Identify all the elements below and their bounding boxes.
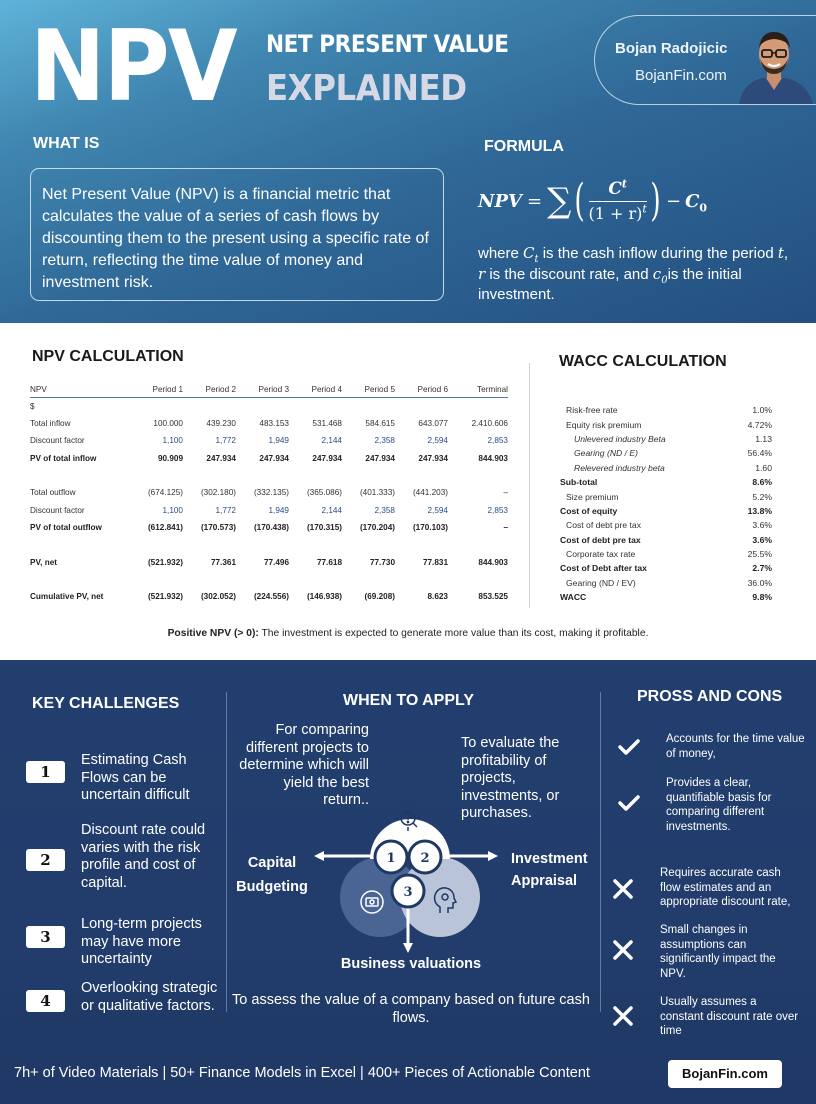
desc-c0 — [652, 265, 668, 286]
author-card — [594, 15, 816, 105]
row-label: PV, net — [30, 557, 58, 567]
cell-value: (170.438) — [253, 523, 289, 533]
subtitle-line-1: NET PRESENT VALUE — [266, 30, 509, 58]
desc-ct — [523, 244, 539, 265]
cell-value: 1,772 — [215, 436, 236, 446]
challenge-number-badge: 2 — [26, 849, 65, 871]
con-text: Small changes in assumptions can significantly impact the NPV. — [660, 924, 776, 980]
table-row — [30, 588, 508, 606]
cell-value: 247.934 — [259, 453, 289, 463]
author-site: BojanFin.com — [635, 67, 727, 84]
wacc-value: 1.0% — [752, 405, 772, 416]
wacc-calc-heading: WACC CALCULATION — [559, 353, 727, 370]
desc-part: is the discount rate, and — [485, 266, 653, 283]
cell-value: 247.934 — [312, 453, 342, 463]
desc-part: is the initial investment. — [478, 266, 742, 303]
formula-denominator-sup: t — [642, 202, 647, 216]
desc-part: , — [783, 245, 789, 262]
cell-value: 1,100 — [162, 436, 183, 446]
cell-value: 2,594 — [427, 505, 448, 515]
cell-value: 2,144 — [321, 505, 342, 515]
column-divider — [529, 363, 530, 608]
wacc-value: 1.13 — [755, 433, 772, 444]
pro-text: Provides a clear, quantifiable basis for comparing different investments. — [666, 777, 772, 833]
wacc-row — [560, 461, 772, 475]
info-section — [0, 660, 816, 1104]
cell-value: 77.831 — [422, 557, 448, 567]
what-is-box — [30, 168, 444, 301]
wacc-label: Relevered industry beta — [574, 462, 665, 473]
what-is-text: Net Present Value (NPV) is a financial metric that calculates the value of a series of cash flows by discounting them to the present using a specific rate of return, reflecting the time value of money and investment risk. — [42, 186, 429, 291]
challenge-text: Long-term projects may have more uncertainty — [81, 916, 202, 967]
cell-value: 77.361 — [210, 557, 236, 567]
cell-value: 1,949 — [268, 436, 289, 446]
positive-npv-text: The investment is expected to generate more value than its cost, making it profitable. — [258, 628, 649, 639]
row-label: Discount factor — [30, 505, 85, 515]
cell-value: – — [503, 523, 508, 533]
wacc-label: Risk-free rate — [566, 405, 618, 416]
formula-denominator-base: (1 + r) — [588, 203, 643, 223]
business-valuations-desc: To assess the value of a company based on future cash flows. — [232, 992, 590, 1026]
when-to-apply-heading: WHEN TO APPLY — [343, 692, 474, 709]
cell-value: 531.468 — [312, 418, 342, 428]
cell-value: 2,358 — [374, 505, 395, 515]
wacc-value: 56.4% — [747, 448, 772, 459]
challenge-text: Estimating Cash Flows can be uncertain difficult — [81, 752, 190, 803]
col-header: Period 2 — [183, 382, 236, 397]
checkmark-icon — [614, 732, 644, 762]
cell-value: 77.496 — [263, 557, 289, 567]
wacc-value: 9.8% — [752, 592, 772, 603]
wacc-label: Size premium — [566, 491, 619, 502]
formula-c0 — [685, 190, 708, 215]
cell-value: (170.573) — [200, 523, 236, 533]
cell-value: – — [503, 488, 508, 498]
cell-value: (521.932) — [147, 592, 183, 602]
venn-diagram — [300, 795, 520, 955]
desc-ct-base: C — [523, 244, 535, 262]
wacc-row — [560, 446, 772, 460]
formula-fraction — [588, 176, 647, 224]
calculation-section — [0, 323, 816, 660]
cell-value: 2,594 — [427, 436, 448, 446]
col-header: Period 1 — [130, 382, 183, 397]
cell-value: (302.180) — [200, 488, 236, 498]
currency-row — [30, 397, 508, 415]
desc-part: where — [478, 245, 524, 262]
table-row — [30, 502, 508, 520]
wacc-label: Cost of Debt after tax — [560, 563, 647, 574]
table-row — [30, 554, 508, 572]
row-label: Total outflow — [30, 488, 76, 498]
formula-lhs: NPV — [478, 190, 522, 212]
pros-cons-heading: PROSS AND CONS — [637, 688, 783, 705]
wacc-row — [560, 576, 772, 590]
cross-icon — [608, 874, 638, 904]
wacc-value: 4.72% — [747, 419, 772, 430]
main-title: NPV — [30, 10, 236, 124]
formula-equals: = — [526, 190, 543, 212]
cell-value: (170.315) — [306, 523, 342, 533]
wacc-label: WACC — [560, 592, 587, 603]
cell-value: 643.077 — [418, 418, 448, 428]
wacc-row — [560, 489, 772, 503]
desc-part: is the cash inflow during the period — [538, 245, 778, 262]
challenge-number-badge: 3 — [26, 926, 65, 948]
cross-icon — [608, 1001, 638, 1031]
formula-numerator — [589, 176, 647, 202]
arrow-left-head — [314, 851, 324, 861]
npv-table — [30, 382, 508, 606]
wacc-label: Cost of debt pre tax — [560, 534, 641, 545]
cell-value: (69.208) — [364, 592, 395, 602]
wacc-row — [560, 403, 772, 417]
cell-value: (521.932) — [147, 557, 183, 567]
wacc-row — [560, 417, 772, 431]
cell-value: 844.903 — [478, 557, 508, 567]
cell-value: (674.125) — [147, 488, 183, 498]
wacc-label: Corporate tax rate — [566, 549, 636, 560]
wacc-value: 36.0% — [747, 577, 772, 588]
table-row — [30, 519, 508, 537]
wacc-row — [560, 561, 772, 575]
cell-value: 247.934 — [206, 453, 236, 463]
wacc-row — [560, 547, 772, 561]
col-header: Period 6 — [395, 382, 448, 397]
row-label: PV of total outflow — [30, 523, 102, 533]
key-challenges-heading: KEY CHALLENGES — [32, 695, 180, 712]
desc-r: r — [478, 265, 486, 283]
formula-denominator — [589, 202, 647, 224]
cell-value: (401.333) — [359, 488, 395, 498]
cell-value: 439.230 — [206, 418, 236, 428]
cell-value: (146.938) — [306, 592, 342, 602]
cell-value: (170.204) — [359, 523, 395, 533]
wacc-value: 13.8% — [747, 505, 772, 516]
pro-text: Accounts for the time value of money, — [666, 733, 805, 760]
desc-ct-sub: t — [534, 254, 539, 265]
cell-value: 90.909 — [157, 453, 183, 463]
author-name: Bojan Radojicic — [615, 40, 728, 57]
author-avatar — [733, 24, 815, 104]
cell-value: 8.623 — [427, 592, 448, 602]
wacc-table — [560, 403, 772, 604]
formula-c0-sub: 0 — [699, 201, 708, 215]
formula-left-paren: ( — [574, 175, 586, 226]
header-section — [0, 0, 816, 323]
challenge-text: Overlooking strategic or qualitative factors. — [81, 980, 218, 1014]
formula-numerator-sup: t — [621, 176, 627, 190]
currency-label: $ — [30, 401, 35, 411]
row-label: Total inflow — [30, 418, 71, 428]
cell-value: (302.052) — [200, 592, 236, 602]
cell-value: 100.000 — [153, 418, 183, 428]
formula-minus: − — [666, 190, 682, 212]
row-label: Cumulative PV, net — [30, 592, 104, 602]
circle-1-label: 1 — [386, 851, 396, 866]
col-header: NPV — [30, 382, 130, 397]
desc-c0-sub: 0 — [661, 275, 668, 286]
cell-value: 1,772 — [215, 505, 236, 515]
wacc-label: Cost of equity — [560, 505, 618, 516]
col-header: Period 5 — [342, 382, 395, 397]
checkmark-icon — [614, 788, 644, 818]
cell-value: 2,358 — [374, 436, 395, 446]
npv-formula — [478, 166, 707, 236]
arrow-right-head — [488, 851, 498, 861]
npv-calc-heading: NPV CALCULATION — [32, 348, 184, 365]
row-label: PV of total inflow — [30, 453, 97, 463]
spacer-row — [30, 537, 508, 554]
sigma-icon: ∑ — [547, 181, 572, 221]
wacc-label: Unlevered industry Beta — [574, 433, 666, 444]
cell-value: 584.615 — [365, 418, 395, 428]
cell-value: (441.203) — [412, 488, 448, 498]
desc-t: t — [777, 244, 784, 262]
cell-value: 247.934 — [418, 453, 448, 463]
wacc-value: 8.6% — [752, 477, 772, 488]
cross-icon — [608, 935, 638, 965]
spacer-row — [30, 467, 508, 484]
cell-value: 1,100 — [162, 505, 183, 515]
cell-value: 2,853 — [487, 436, 508, 446]
con-text: Requires accurate cash flow estimates and an appropriate discount rate, — [660, 867, 791, 908]
what-is-heading: WHAT IS — [33, 135, 100, 152]
cell-value: 247.934 — [365, 453, 395, 463]
wacc-label: Gearing (ND / EV) — [566, 577, 636, 588]
cell-value: 483.153 — [259, 418, 289, 428]
spacer-row — [30, 571, 508, 588]
bojanfin-link-button[interactable]: BojanFin.com — [668, 1060, 782, 1088]
npv-header-row — [30, 382, 508, 397]
row-label: Discount factor — [30, 436, 85, 446]
challenge-text: Discount rate could varies with the risk profile and cost of capital. — [81, 822, 206, 891]
cell-value: 853.525 — [478, 592, 508, 602]
table-row — [30, 432, 508, 450]
cell-value: 2,853 — [487, 505, 508, 515]
wacc-value: 3.6% — [752, 534, 772, 545]
cell-value: (332.135) — [253, 488, 289, 498]
cell-value: 2,144 — [321, 436, 342, 446]
formula-heading: FORMULA — [484, 138, 564, 155]
investment-appraisal-label: Investment Appraisal — [511, 851, 588, 889]
formula-numerator-base: C — [608, 178, 622, 199]
col-header: Terminal — [448, 382, 508, 397]
desc-c0-base: c — [652, 265, 662, 283]
cell-value: 2.410.606 — [471, 418, 508, 428]
wacc-value: 5.2% — [752, 491, 772, 502]
wacc-row — [560, 590, 772, 604]
business-valuations-label: Business valuations — [340, 956, 482, 972]
formula-c0-base: C — [685, 190, 700, 212]
wacc-label: Equity risk premium — [566, 419, 642, 430]
formula-right-paren: ) — [650, 175, 661, 226]
wacc-value: 3.6% — [752, 520, 772, 531]
footer-text: 7h+ of Video Materials | 50+ Finance Models in Excel | 400+ Pieces of Actionable Content — [14, 1065, 590, 1081]
cell-value: 844.903 — [478, 453, 508, 463]
investment-appraisal-desc: To evaluate the profitability of projects, investments, or purchases. — [461, 735, 560, 821]
cell-value: (365.086) — [306, 488, 342, 498]
wacc-row — [560, 533, 772, 547]
challenge-number-badge: 1 — [26, 761, 65, 783]
cell-value: 1,949 — [268, 505, 289, 515]
wacc-label: Sub-total — [560, 477, 598, 488]
circle-3-label: 3 — [403, 885, 413, 900]
wacc-row — [560, 504, 772, 518]
wacc-row — [560, 432, 772, 446]
column-divider — [600, 692, 601, 1012]
subtitle-line-2: EXPLAINED — [266, 68, 467, 109]
con-text: Usually assumes a constant discount rate over time — [660, 996, 799, 1037]
arrow-down-head — [403, 943, 413, 953]
table-row — [30, 415, 508, 433]
formula-description — [478, 243, 798, 305]
wacc-value: 1.60 — [755, 462, 772, 473]
wacc-row — [560, 518, 772, 532]
cell-value: 77.618 — [316, 557, 342, 567]
table-row — [30, 484, 508, 502]
challenge-number-badge: 4 — [26, 990, 65, 1012]
table-row — [30, 450, 508, 468]
cell-value: 77.730 — [369, 557, 395, 567]
wacc-row — [560, 475, 772, 489]
col-header: Period 4 — [289, 382, 342, 397]
wacc-value: 2.7% — [752, 563, 772, 574]
positive-npv-label: Positive NPV (> 0): — [167, 628, 259, 639]
cell-value: (170.103) — [412, 523, 448, 533]
col-header: Period 3 — [236, 382, 289, 397]
wacc-label: Cost of debt pre tax — [566, 520, 641, 531]
wacc-value: 25.5% — [747, 549, 772, 560]
positive-npv-note — [0, 628, 816, 639]
circle-2-label: 2 — [420, 851, 430, 866]
cell-value: (224.556) — [253, 592, 289, 602]
cell-value: (612.841) — [147, 523, 183, 533]
capital-budgeting-label: Capital Budgeting — [236, 855, 308, 895]
capital-budgeting-desc: For comparing different projects to determine which will yield the best return.. — [239, 722, 369, 808]
wacc-label: Gearing (ND / E) — [574, 448, 638, 459]
